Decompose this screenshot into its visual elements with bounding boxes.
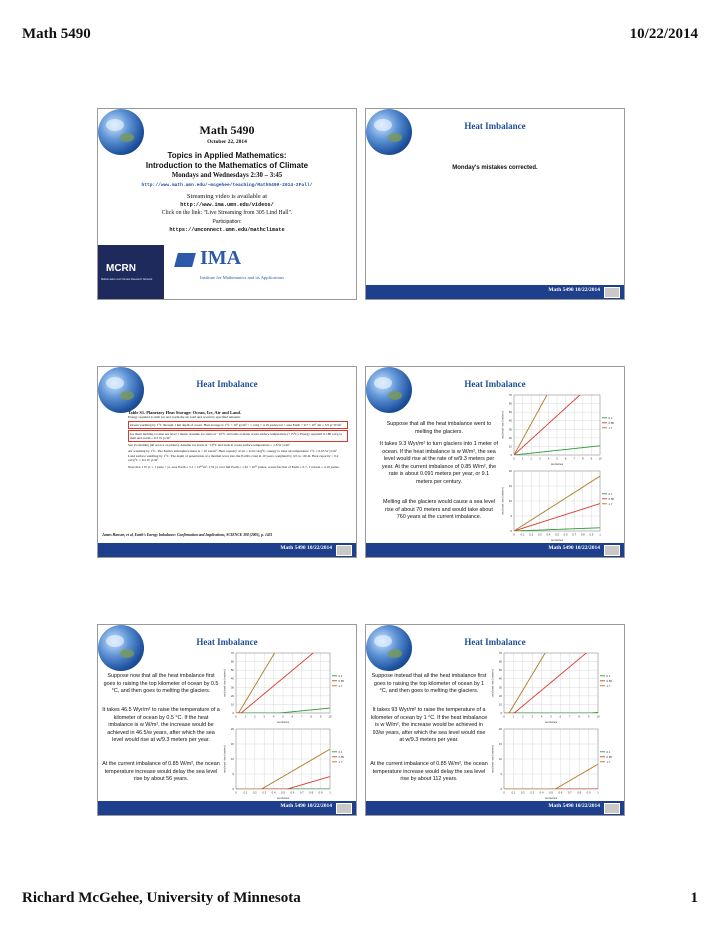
sea-level-chart-s5-bottom	[222, 725, 352, 801]
umconnect-url-link[interactable]: https://umconnect.umn.edu/mathclimate	[169, 227, 285, 233]
legend-label: 0.1	[608, 415, 613, 420]
slide-4	[365, 366, 625, 558]
y-tick-label: 50	[498, 668, 502, 673]
x-axis-label: centuries	[544, 796, 558, 800]
x-tick-label: 4	[540, 714, 543, 719]
x-tick-label: 6	[559, 714, 562, 719]
y-tick-label: 70	[230, 651, 234, 655]
page-header-right: 10/22/2014	[629, 26, 698, 42]
y-axis-label: sea level rise (meters)	[490, 669, 495, 697]
x-tick-label: 4	[272, 714, 275, 719]
legend-label: 0.1	[606, 673, 611, 678]
y-axis-label: sea level rise (meters)	[500, 411, 505, 439]
x-tick-label: 7	[301, 714, 303, 719]
legend-label: 1.7	[606, 683, 611, 688]
y-tick-label: 0	[500, 787, 502, 791]
x-tick-label: 9	[590, 456, 593, 461]
y-tick-label: 0	[510, 453, 512, 457]
slide-6	[365, 624, 625, 816]
x-tick-label: 4	[547, 456, 550, 461]
x-tick-label: 1	[512, 714, 515, 719]
x-tick-label: 5	[556, 456, 558, 461]
y-tick-label: 50	[230, 668, 234, 673]
y-tick-label: 10	[508, 499, 512, 503]
x-tick-label: 0.6	[558, 790, 563, 795]
y-tick-label: 0	[500, 711, 502, 715]
y-tick-label: 5	[500, 772, 502, 776]
x-axis-label: centuries	[550, 538, 564, 542]
slide-thumbnail-icon	[336, 545, 352, 556]
slide-thumbnail-icon	[604, 287, 620, 298]
mcrn-logo: MCRN Mathematics and Climate Research Network	[98, 245, 164, 299]
x-tick-label: 0	[235, 714, 237, 719]
x-tick-label: 0.3	[262, 790, 267, 795]
slide-1-title: Math 5490	[199, 123, 255, 137]
slide-3	[97, 366, 357, 558]
legend-label: 0.1	[606, 749, 611, 754]
x-tick-label: 7	[573, 456, 575, 461]
citation: James Hansen, et al, Earth's Energy Imbalance: Confirmation and Implications, SCIENCE 308 (2005), p. 1431	[102, 533, 273, 537]
y-tick-label: 0	[232, 711, 234, 715]
x-tick-label: 0.9	[318, 790, 323, 795]
earth-globe-icon	[98, 367, 144, 413]
x-tick-label: 0.7	[572, 532, 577, 537]
x-tick-label: 0.3	[530, 790, 535, 795]
x-axis-label: centuries	[276, 796, 290, 800]
y-tick-label: 10	[230, 702, 234, 707]
slide-footer-text: Math 5490 10/22/2014	[548, 545, 600, 551]
x-tick-label: 1	[244, 714, 247, 719]
legend-label: 0.85	[338, 754, 344, 759]
y-tick-label: 60	[498, 659, 502, 664]
x-tick-label: 0.7	[299, 790, 304, 795]
y-tick-label: 0	[510, 529, 512, 533]
slide-1-topic-line2: Introduction to the Mathematics of Climate	[145, 161, 309, 170]
slide-5-p1: Suppose now that all the heat imbalance first goes to raising the top kilometer of ocean by 0.5 °C, and then goes to melting the glaciers.	[103, 673, 219, 695]
x-tick-label: 0.5	[281, 790, 285, 795]
sea-level-chart-s4-top	[500, 391, 622, 467]
x-tick-label: 9	[587, 714, 590, 719]
x-tick-label: 1	[521, 456, 524, 461]
y-axis-label: sea level rise (meters)	[222, 745, 227, 773]
x-tick-label: 3	[539, 456, 541, 461]
slide-5-title: Heat Imbalance	[196, 637, 258, 647]
y-axis-label: sea level rise (meters)	[222, 669, 227, 697]
x-tick-label: 0.9	[589, 532, 594, 537]
y-tick-label: 30	[230, 685, 234, 690]
x-tick-label: 5	[550, 714, 552, 719]
y-tick-label: 5	[510, 514, 512, 518]
legend-label: 0.1	[608, 491, 613, 496]
x-tick-label: 0.1	[511, 790, 516, 795]
y-tick-label: 5	[232, 772, 234, 776]
slide-1-topic-line1: Topics in Applied Mathematics:	[167, 151, 287, 160]
x-tick-label: 0	[513, 456, 515, 461]
x-tick-label: 3	[263, 714, 265, 719]
x-tick-label: 0.2	[520, 790, 525, 795]
y-tick-label: 20	[230, 693, 234, 698]
video-url-link[interactable]: http://www.ima.umn.edu/videos/	[180, 202, 274, 208]
slide-6-p3: At the current imbalance of 0.85 W/m², the ocean temperature increase would delay the sea level rise by about 112 years.	[370, 761, 488, 783]
page-footer-right: 1	[690, 890, 698, 906]
slide-footer-text: Math 5490 10/22/2014	[548, 287, 600, 293]
legend-label: 0.85	[606, 754, 612, 759]
slide-1-participation: Participation:	[212, 219, 242, 225]
x-tick-label: 6	[564, 456, 567, 461]
x-axis-label: centuries	[276, 720, 290, 724]
y-tick-label: 20	[498, 727, 502, 731]
legend-label: 1.7	[338, 683, 343, 688]
y-tick-label: 15	[508, 484, 512, 488]
legend-label: 1.7	[608, 501, 613, 506]
legend-label: 0.1	[338, 673, 343, 678]
x-tick-label: 1	[597, 790, 599, 795]
x-tick-label: 9	[319, 714, 322, 719]
sea-level-chart-s4-bottom	[500, 467, 622, 543]
slide-2-body: Monday's mistakes corrected.	[452, 165, 538, 171]
y-tick-label: 15	[230, 742, 234, 746]
x-tick-label: 0.7	[567, 790, 572, 795]
x-tick-label: 2	[522, 714, 524, 719]
x-tick-label: 0.8	[577, 790, 582, 795]
legend-label: 1.7	[608, 425, 613, 430]
page-footer-left: Richard McGehee, University of Minnesota	[22, 890, 301, 906]
slide-3-title: Heat Imbalance	[196, 379, 258, 389]
slide-thumbnail-icon	[604, 545, 620, 556]
x-tick-label: 3	[531, 714, 533, 719]
slide-footer-text: Math 5490 10/22/2014	[280, 803, 332, 809]
sea-level-chart-s6-top	[490, 649, 620, 725]
x-tick-label: 7	[569, 714, 571, 719]
y-tick-label: 0	[232, 787, 234, 791]
slide-4-p3: Melting all the glaciers would cause a sea level rise of about 70 meters and would take about 760 years at the current imbalance.	[382, 499, 496, 521]
slide-footer-text: Math 5490 10/22/2014	[280, 545, 332, 551]
slide-1-date: October 22, 2014	[207, 139, 247, 145]
y-tick-label: 70	[508, 393, 512, 397]
slide-2	[365, 108, 625, 300]
sea-level-chart-s6-bottom	[490, 725, 620, 801]
slide-2-title: Heat Imbalance	[464, 121, 526, 131]
x-tick-label: 0.8	[580, 532, 585, 537]
slide-5-p3: At the current imbalance of 0.85 W/m², the ocean temperature increase would delay the sea level rise by about 56 years.	[102, 761, 220, 783]
legend-label: 0.85	[606, 678, 612, 683]
slide-6-p1: Suppose instead that all the heat imbalance first goes to raising the top kilometer of ocean by 1 °C, and then goes to melting the glaciers.	[371, 673, 487, 695]
legend-label: 0.85	[608, 496, 614, 501]
earth-globe-icon	[366, 367, 412, 413]
x-tick-label: 0.6	[563, 532, 568, 537]
slide-4-p2: It takes 9.3 Wyr/m² to turn glaciers into 1 meter of ocean. If the heat imbalance is w W/m², the sea level would rise at the rate of w/9.3 meters per year. At the current imbalance of 0.85 W/m², the rate is about 0.091 meters per year, or 9.1 meters per century.	[380, 441, 498, 485]
ima-logo: IMA Institute for Mathematics and its Applications	[164, 245, 356, 299]
x-tick-label: 8	[310, 714, 312, 719]
sea-level-chart-s5-top	[222, 649, 352, 725]
slide-6-title: Heat Imbalance	[464, 637, 526, 647]
x-tick-label: 0	[503, 714, 505, 719]
y-tick-label: 20	[508, 435, 512, 440]
y-tick-label: 60	[508, 401, 512, 406]
x-tick-label: 0	[513, 532, 515, 537]
slide-5	[97, 624, 357, 816]
slide-thumbnail-icon	[604, 803, 620, 814]
course-url-link[interactable]: http://www.math.umn.edu/~mcgehee/teaching/Math5490-2014-2Fall/	[141, 183, 313, 188]
y-tick-label: 40	[508, 418, 512, 423]
y-tick-label: 20	[230, 727, 234, 731]
y-tick-label: 40	[230, 676, 234, 681]
y-tick-label: 70	[498, 651, 502, 655]
x-axis-label: centuries	[544, 720, 558, 724]
x-tick-label: 0.5	[549, 790, 553, 795]
legend-label: 0.1	[338, 749, 343, 754]
legend-label: 0.85	[608, 420, 614, 425]
x-tick-label: 10	[328, 714, 332, 719]
x-tick-label: 10	[596, 714, 600, 719]
y-tick-label: 20	[508, 469, 512, 473]
x-tick-label: 5	[282, 714, 284, 719]
y-tick-label: 50	[508, 410, 512, 415]
y-tick-label: 10	[230, 757, 234, 761]
page-header-left: Math 5490	[22, 26, 91, 42]
y-tick-label: 30	[508, 427, 512, 432]
x-tick-label: 1	[329, 790, 331, 795]
y-axis-label: sea level rise (meters)	[500, 487, 505, 515]
y-tick-label: 15	[498, 742, 502, 746]
slide-4-p1: Suppose that all the heat imbalance went to melting the glaciers.	[386, 421, 492, 435]
slide-6-p2: It takes 93 Wyr/m² to raise the temperature of a kilometer of ocean by 1 °C. If the heat imbalance is w W/m², the increase would be achieved in 93/w years, after which the sea level would rise at w/9.3 meters per year.	[370, 707, 488, 744]
slide-footer-text: Math 5490 10/22/2014	[548, 803, 600, 809]
y-tick-label: 10	[498, 757, 502, 761]
x-tick-label: 0.5	[555, 532, 559, 537]
x-tick-label: 0.1	[243, 790, 248, 795]
y-tick-label: 30	[498, 685, 502, 690]
x-tick-label: 0.4	[271, 790, 276, 795]
x-tick-label: 0.1	[520, 532, 525, 537]
earth-globe-icon	[366, 625, 412, 671]
x-tick-label: 0.4	[539, 790, 544, 795]
slide-1-schedule: Mondays and Wednesdays 2:30 – 3:45	[171, 172, 283, 179]
energy-table-image: Table S1. Planetary Heat Storage: Ocean, Ice, Air and Land. Energy required to melt ice and warm the air, land and ocean by specified amounts Ocean warming by 1°C through 1 km depth of ocean. Heat storage is 1°C × 10³ g/cm³ × 1 cal/g × 4.19 joules/cal × area Earth × 0.7 × 10⁵ cm = 5.9 yr·W/m² Ice sheet melting to raise sea level 1 meter. Assume ice starts at −10°C and ends at mean ocean surface temperature (+15°C). Energy required is 180 cal/g to melt and warm = 0.3 W yr/m² Sea ice melting (all sea ice on planet). Assume ice starts at −10°C and ends at ocean surface temperature = 1.8 W yr/m² Air warming by 1°C. The Earth's atmosphere mass is ~ 10 ton/m². Heat capacity of air = 0.24 cal/g°C, energy to raise air temperature 1°C = 0.05 W yr/m² Land surface warming by 1°C. The depth of penetration of a thermal wave into the Earth's crust in 10 years, weighted by ΔT, is ~20 m. Heat capacity ~ 0.2 cal/g°C = 0.2 W yr/m² Note that 1 W yr = 1 joule × yr, area Earth = 5.1 × 10¹⁴ m², 1 W yr over full Earth = 1.61 × 10²¹ joules, ocean fraction of Earth = 0.7, 1 calorie = 4.19 joules.	[128, 411, 348, 471]
x-tick-label: 1	[599, 532, 601, 537]
x-tick-label: 0.3	[537, 532, 542, 537]
slide-1-stream-instructions: Click on the link: "Live Streaming from 305 Lind Hall".	[161, 210, 293, 216]
y-tick-label: 10	[498, 702, 502, 707]
earth-globe-icon	[98, 625, 144, 671]
legend-label: 1.7	[338, 759, 343, 764]
x-tick-label: 0.8	[309, 790, 314, 795]
earth-globe-icon	[366, 109, 412, 155]
y-tick-label: 20	[498, 693, 502, 698]
x-tick-label: 0.6	[290, 790, 295, 795]
y-tick-label: 60	[230, 659, 234, 664]
slide-5-p2: It takes 46.5 Wyr/m² to raise the temperature of a kilometer of ocean by 0.5 °C. If the heat imbalance is w W/m², the increase would be achieved in 46.5/w years, after which the sea level would rise at w/9.3 meters per year.	[102, 707, 220, 744]
x-tick-label: 0.2	[252, 790, 257, 795]
legend-label: 0.85	[338, 678, 344, 683]
y-tick-label: 40	[498, 676, 502, 681]
slide-thumbnail-icon	[336, 803, 352, 814]
x-tick-label: 0	[503, 790, 505, 795]
legend-label: 1.7	[606, 759, 611, 764]
x-tick-label: 8	[582, 456, 584, 461]
x-tick-label: 2	[254, 714, 256, 719]
x-tick-label: 0	[235, 790, 237, 795]
x-axis-label: centuries	[550, 462, 564, 466]
slide-1	[97, 108, 357, 300]
x-tick-label: 0.9	[586, 790, 591, 795]
y-tick-label: 10	[508, 444, 512, 449]
x-tick-label: 6	[291, 714, 294, 719]
x-tick-label: 2	[530, 456, 532, 461]
y-axis-label: sea level rise (meters)	[490, 745, 495, 773]
slide-4-title: Heat Imbalance	[464, 379, 526, 389]
x-tick-label: 0.2	[529, 532, 534, 537]
x-tick-label: 8	[578, 714, 580, 719]
x-tick-label: 10	[598, 456, 602, 461]
slide-1-stream-text: Streaming video is available at	[186, 193, 268, 200]
x-tick-label: 0.4	[546, 532, 551, 537]
